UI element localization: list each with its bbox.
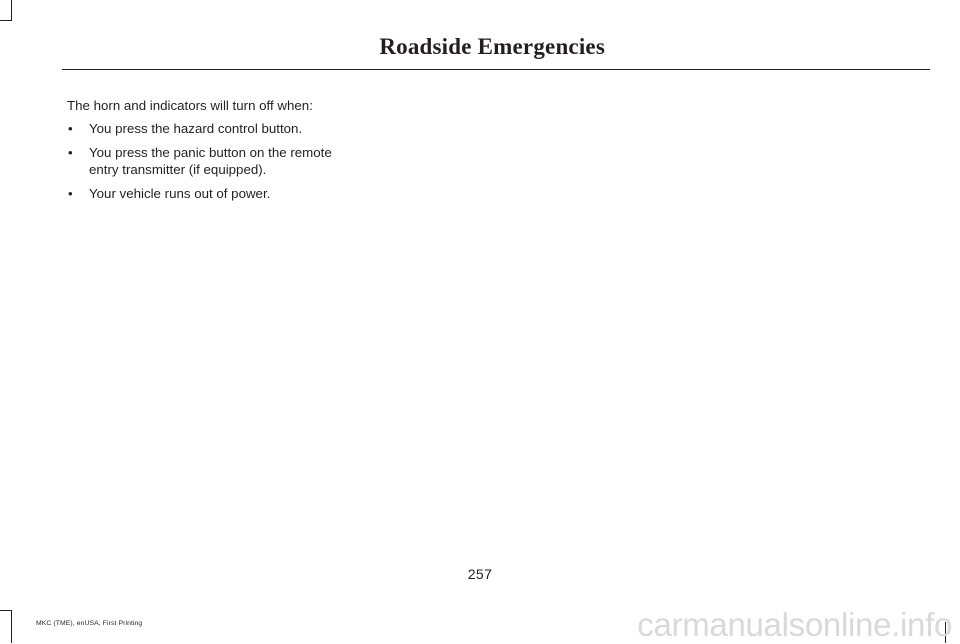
list-item-text: You press the panic button on the remote entry transmitter (if equipped). bbox=[89, 145, 332, 177]
crop-mark-top-left-horizontal bbox=[0, 20, 12, 21]
bullet-marker: • bbox=[68, 121, 73, 136]
watermark-text: carmanualsonline.info bbox=[637, 606, 952, 643]
header-rule bbox=[62, 69, 930, 70]
list-item bbox=[67, 120, 357, 137]
bullet-list bbox=[67, 120, 357, 202]
page-title: Roadside Emergencies bbox=[379, 34, 605, 59]
intro-paragraph: The horn and indicators will turn off when: bbox=[67, 98, 313, 113]
list-item-text: Your vehicle runs out of power. bbox=[89, 186, 271, 201]
edition-footer: MKC (TME), enUSA, First Printing bbox=[36, 620, 143, 627]
body-text bbox=[67, 97, 357, 209]
bullet-marker: • bbox=[68, 186, 73, 201]
list-item bbox=[67, 185, 357, 202]
bullet-marker: • bbox=[68, 145, 73, 160]
crop-mark-bottom-left-horizontal bbox=[0, 610, 12, 611]
crop-mark-top-left-vertical bbox=[11, 0, 12, 20]
crop-mark-bottom-left-vertical bbox=[11, 610, 12, 643]
list-item bbox=[67, 144, 357, 178]
page-number: 257 bbox=[467, 566, 493, 582]
list-item-text: You press the hazard control button. bbox=[89, 121, 303, 136]
